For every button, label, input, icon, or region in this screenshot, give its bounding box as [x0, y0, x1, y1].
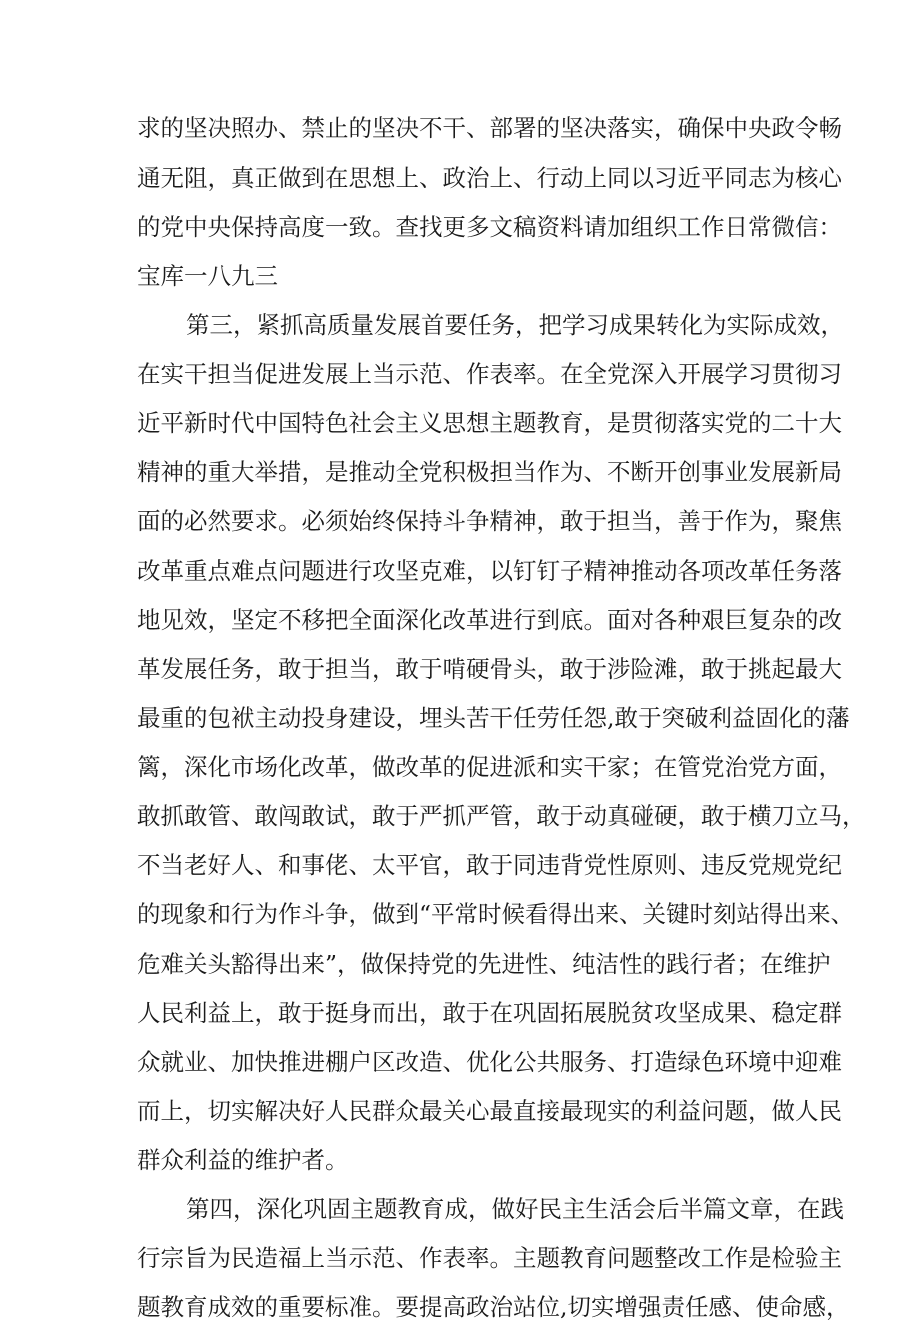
paragraph-line: 众就业、加快推进棚户区改造、优化公共服务、打造绿色环境中迎难	[137, 1048, 842, 1076]
paragraph-line: 地见效，坚定不移把全面深化改革进行到底。面对各种艰巨复杂的改	[137, 606, 842, 634]
paragraph-line: 革发展任务，敢于担当，敢于啃硬骨头，敢于涉险滩，敢于挑起最大	[137, 655, 842, 683]
paragraph-line: 宝库一八九三	[137, 262, 278, 290]
paragraph-line: 不当老好人、和事佬、太平官，敢于同违背党性原则、违反党规党纪	[137, 851, 842, 879]
paragraph-line: 通无阻，真正做到在思想上、政治上、行动上同以习近平同志为核心	[137, 164, 842, 192]
paragraph-line: 行宗旨为民造福上当示范、作表率。主题教育问题整改工作是检验主	[137, 1244, 842, 1272]
paragraph-line: 题教育成效的重要标准。要提高政治站位,切实增强责任感、使命感，	[137, 1293, 850, 1321]
paragraph-line: 人民利益上，敢于挺身而出，敢于在巩固拓展脱贫攻坚成果、稳定群	[137, 999, 842, 1027]
paragraph-line: 改革重点难点问题进行攻坚克难，以钉钉子精神推动各项改革任务落	[137, 557, 842, 585]
paragraph-line: 篱，深化市场化改革，做改革的促进派和实干家；在管党治党方面，	[137, 753, 842, 781]
paragraph-line: 敢抓敢管、敢闯敢试，敢于严抓严管，敢于动真碰硬，敢于横刀立马，	[137, 802, 866, 830]
paragraph-line: 面的必然要求。必须始终保持斗争精神，敢于担当，善于作为，聚焦	[137, 507, 842, 535]
paragraph-line: 而上，切实解决好人民群众最关心最直接最现实的利益问题，做人民	[137, 1097, 842, 1125]
paragraph-line: 精神的重大举措，是推动全党积极担当作为、不断开创事业发展新局	[137, 458, 842, 486]
paragraph-line: 的现象和行为作斗争，做到“平常时候看得出来、关键时刻站得出来、	[137, 900, 855, 928]
paragraph-line: 群众利益的维护者。	[137, 1146, 349, 1174]
paragraph-line: 求的坚决照办、禁止的坚决不干、部署的坚决落实，确保中央政令畅	[137, 114, 842, 142]
paragraph-line: 近平新时代中国特色社会主义思想主题教育，是贯彻落实党的二十大	[137, 409, 842, 437]
paragraph-line: 的党中央保持高度一致。查找更多文稿资料请加组织工作日常微信：	[137, 213, 842, 241]
paragraph-line: 第四，深化巩固主题教育成，做好民主生活会后半篇文章，在践	[186, 1195, 844, 1223]
paragraph-line: 危难关头豁得出来”，做保持党的先进性、纯洁性的践行者；在维护	[137, 950, 831, 978]
paragraph-line: 第三，紧抓高质量发展首要任务，把学习成果转化为实际成效，	[186, 311, 844, 339]
paragraph-line: 在实干担当促进发展上当示范、作表率。在全党深入开展学习贯彻习	[137, 360, 842, 388]
paragraph-line: 最重的包袱主动投身建设，埋头苦干任劳任怨,敢于突破利益固化的藩	[137, 704, 850, 732]
